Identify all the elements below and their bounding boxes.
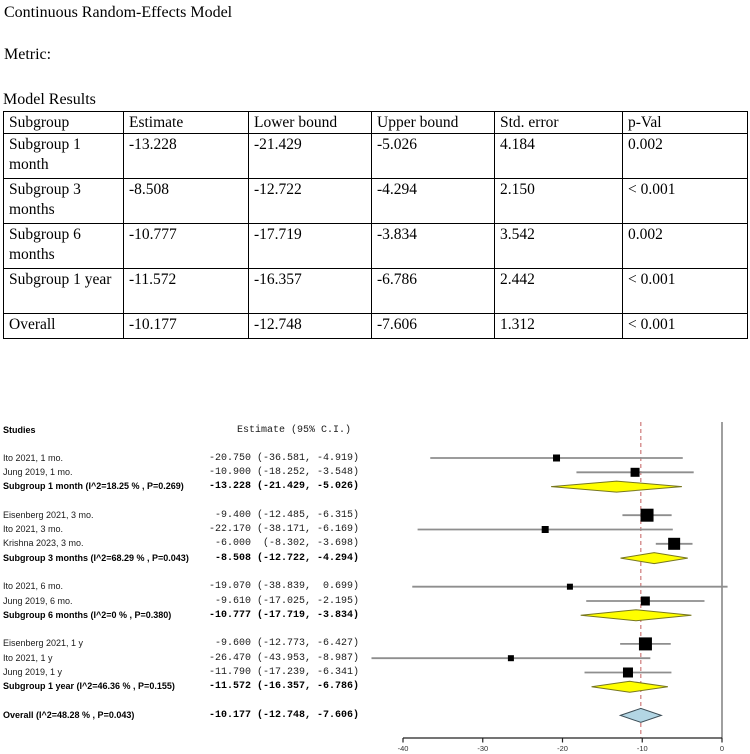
axis-tick-label: -30 <box>477 744 489 753</box>
study-label: Krishna 2023, 3 mo. <box>3 538 84 549</box>
table-cell: Subgroup 1 year <box>4 269 124 314</box>
estimate-ci-text: -26.470 (-43.953, -8.987) <box>209 652 360 664</box>
table-cell: 0.002 <box>623 134 748 179</box>
effect-square <box>508 655 514 661</box>
table-cell: 1.312 <box>495 314 623 339</box>
study-label: Jung 2019, 6 mo. <box>3 595 73 606</box>
table-column-header: Lower bound <box>249 112 372 134</box>
effect-square <box>641 509 654 522</box>
table-cell: 2.150 <box>495 179 623 224</box>
model-results-label: Model Results <box>3 91 96 108</box>
effect-square <box>668 538 680 550</box>
axis-tick-label: 0 <box>719 744 725 753</box>
table-cell: -10.777 <box>124 224 249 269</box>
table-cell: -4.294 <box>372 179 495 224</box>
table-column-header: p-Val <box>623 112 748 134</box>
table-cell: -17.719 <box>249 224 372 269</box>
table-cell: Subgroup 6 months <box>4 224 124 269</box>
estimate-ci-text: -9.400 (-12.485, -6.315) <box>209 509 360 521</box>
estimate-ci-text: -11.790 (-17.239, -6.341) <box>209 667 360 678</box>
study-label: Ito 2021, 1 y <box>3 652 53 663</box>
subgroup-label: Subgroup 3 months (I^2=68.29 % , P=0.043) <box>3 552 189 563</box>
table-cell: Overall <box>4 314 124 339</box>
table-cell: 2.442 <box>495 269 623 314</box>
overall-label: Overall (I^2=48.28 % , P=0.043) <box>3 709 135 720</box>
estimate-ci-text: -10.177 (-12.748, -7.606) <box>209 709 360 721</box>
table-cell: 4.184 <box>495 134 623 179</box>
subgroup-label: Subgroup 1 year (I^2=46.36 % , P=0.155) <box>3 681 175 692</box>
effect-square <box>542 526 549 533</box>
table-cell: 3.542 <box>495 224 623 269</box>
study-label: Eisenberg 2021, 1 y <box>3 638 84 649</box>
effect-square <box>639 637 652 650</box>
axis-tick-label: -40 <box>397 744 409 753</box>
table-cell: -13.228 <box>124 134 249 179</box>
estimate-ci-text: -6.000 (-8.302, -3.698) <box>209 538 360 550</box>
estimate-ci-text: -9.600 (-12.773, -6.427) <box>209 638 360 650</box>
estimate-column-header: Estimate (95% C.I.) <box>237 425 352 436</box>
table-column-header: Upper bound <box>372 112 495 134</box>
axis-tick-label: -20 <box>557 744 568 753</box>
table-cell: -12.748 <box>249 314 372 339</box>
subgroup-label: Subgroup 6 months (I^2=0 % , P=0.380) <box>3 609 172 620</box>
effect-square <box>623 668 633 678</box>
estimate-ci-text: -9.610 (-17.025, -2.195) <box>209 595 360 607</box>
table-cell: < 0.001 <box>623 179 748 224</box>
subgroup-diamond <box>551 481 682 492</box>
metric-label: Metric: <box>4 46 52 63</box>
table-cell: -11.572 <box>124 269 249 314</box>
table-cell: -10.177 <box>124 314 249 339</box>
estimate-ci-text: -13.228 (-21.429, -5.026) <box>209 481 360 493</box>
estimate-ci-text: -19.070 (-38.839, 0.699) <box>209 581 360 593</box>
table-cell: -8.508 <box>124 179 249 224</box>
effect-square <box>553 455 560 462</box>
study-label: Ito 2021, 3 mo. <box>3 524 64 534</box>
study-label: Ito 2021, 1 mo. <box>3 452 64 463</box>
table-cell: -12.722 <box>249 179 372 224</box>
estimate-ci-text: -10.900 (-18.252, -3.548) <box>209 466 360 478</box>
study-label: Ito 2021, 6 mo. <box>3 581 64 592</box>
table-column-header: Subgroup <box>4 112 124 134</box>
study-label: Jung 2019, 1 mo. <box>3 466 73 477</box>
overall-diamond <box>620 708 661 722</box>
table-cell: 0.002 <box>623 224 748 269</box>
effect-square <box>567 584 573 590</box>
estimate-ci-text: -20.750 (-36.581, -4.919) <box>209 452 360 464</box>
table-cell: -6.786 <box>372 269 495 314</box>
table-column-header: Estimate <box>124 112 249 134</box>
subgroup-diamond <box>621 553 688 564</box>
effect-square <box>631 468 640 477</box>
subgroup-label: Subgroup 1 month (I^2=18.25 % , P=0.269) <box>3 481 184 492</box>
table-cell: Subgroup 3 months <box>4 179 124 224</box>
axis-tick-label: -10 <box>636 744 648 753</box>
estimate-ci-text: -10.777 (-17.719, -3.834) <box>209 609 360 621</box>
estimate-ci-text: -8.508 (-12.722, -4.294) <box>209 552 360 564</box>
subgroup-diamond <box>592 681 668 692</box>
estimate-ci-text: -11.572 (-16.357, -6.786) <box>209 681 360 693</box>
table-cell: -5.026 <box>372 134 495 179</box>
effect-square <box>641 597 650 606</box>
table-cell: < 0.001 <box>623 269 748 314</box>
table-column-header: Std. error <box>495 112 623 134</box>
table-cell: < 0.001 <box>623 314 748 339</box>
table-cell: -16.357 <box>249 269 372 314</box>
studies-column-header: Studies <box>3 425 36 435</box>
study-label: Jung 2019, 1 y <box>3 667 63 677</box>
subgroup-diamond <box>581 610 692 621</box>
study-label: Eisenberg 2021, 3 mo. <box>3 509 94 520</box>
table-cell: Subgroup 1 month <box>4 134 124 179</box>
table-cell: -21.429 <box>249 134 372 179</box>
table-cell: -3.834 <box>372 224 495 269</box>
estimate-ci-text: -22.170 (-38.171, -6.169) <box>209 524 360 535</box>
table-cell: -7.606 <box>372 314 495 339</box>
page-title: Continuous Random-Effects Model <box>4 4 233 21</box>
